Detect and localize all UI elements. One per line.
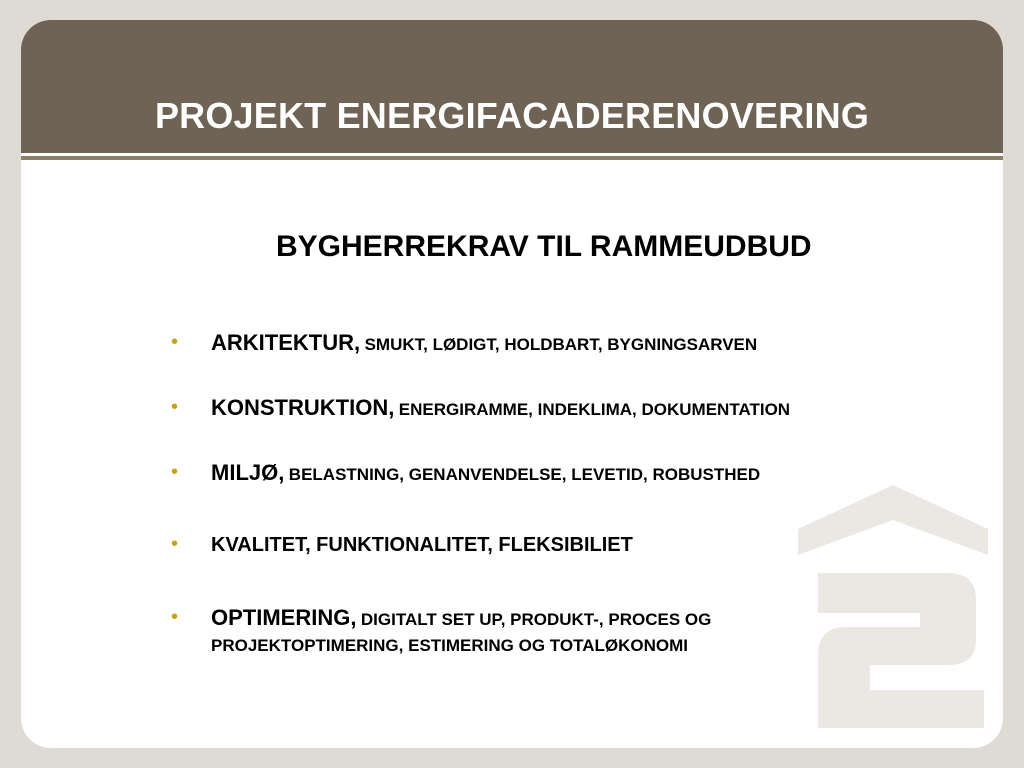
bullet-icon: •	[171, 331, 179, 353]
bullet-icon: •	[171, 396, 179, 418]
header-band	[21, 20, 1003, 153]
bullet-detail: SMUKT, LØDIGT, HOLDBART, BYGNINGSARVEN	[364, 335, 758, 354]
bullet-detail: BELASTNING, GENANVENDELSE, LEVETID, ROBUSTHED	[288, 465, 761, 484]
bullet-icon: •	[171, 606, 179, 628]
bullet-lead: ARKITEKTUR,	[211, 330, 361, 355]
bullet-lead: KONSTRUKTION,	[211, 395, 395, 420]
house-2-logo-icon	[798, 485, 988, 735]
bullet-lead: MILJØ,	[211, 460, 285, 485]
bullet-detail: DIGITALT SET UP, PRODUKT-, PROCES OG PROJEKTOPTIMERING, ESTIMERING OG TOTALØKONOMI	[211, 610, 712, 655]
bullet-icon: •	[171, 461, 179, 483]
slide	[21, 20, 1003, 748]
header-divider	[21, 156, 1003, 160]
page-title: PROJEKT ENERGIFACADERENOVERING	[154, 95, 870, 136]
bullet-lead: KVALITET, FUNKTIONALITET, FLEKSIBILIET	[211, 534, 633, 556]
bullet-detail: ENERGIRAMME, INDEKLIMA, DOKUMENTATION	[398, 400, 791, 419]
bullet-icon: •	[171, 533, 179, 555]
subtitle: BYGHERREKRAV TIL RAMMEUDBUD	[276, 230, 812, 263]
bullet-lead: OPTIMERING,	[211, 605, 357, 630]
